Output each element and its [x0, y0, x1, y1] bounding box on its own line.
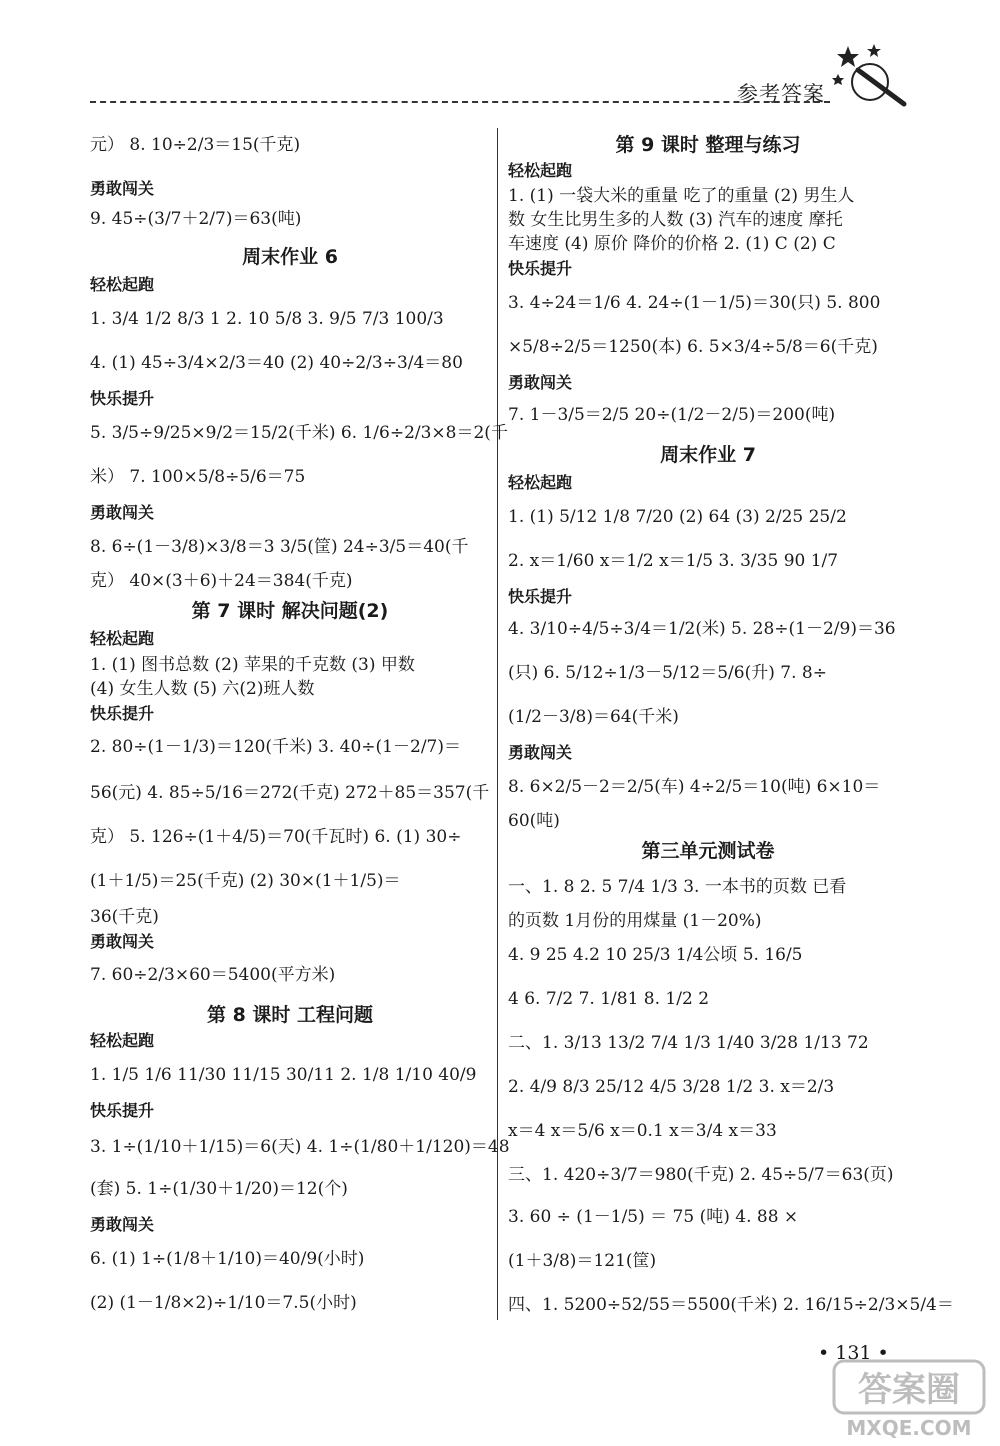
answer-line: 1. (1) 5/12 1/8 7/20 (2) 64 (3) 2/25 25/2 — [508, 507, 847, 527]
answer-line: 三、1. 420÷3/7＝980(千克) 2. 45÷5/7＝63(页) — [508, 1165, 894, 1185]
section-title: 周末作业 7 — [660, 444, 756, 466]
answer-line: 1. (1) 图书总数 (2) 苹果的千克数 (3) 甲数 — [90, 655, 415, 675]
answer-line: 4. 9 25 4.2 10 25/3 1/4公顷 5. 16/5 — [508, 945, 803, 965]
answer-line: (1＋3/8)＝121(筐) — [508, 1251, 657, 1271]
answer-line: 9. 45÷(3/7＋2/7)＝63(吨) — [90, 209, 302, 229]
answer-line: 米） 7. 100×5/8÷5/6＝75 — [90, 467, 306, 487]
answer-line: 数 女生比男生多的人数 (3) 汽车的速度 摩托 — [508, 210, 843, 230]
answer-line: 36(千克) — [90, 907, 159, 927]
answer-line: 60(吨) — [508, 811, 560, 831]
answer-line: 7. 60÷2/3×60＝5400(平方米) — [90, 965, 336, 985]
answer-line: 3. 4÷24＝1/6 4. 24÷(1－1/5)＝30(只) 5. 800 — [508, 293, 881, 313]
subsection-heading: 快乐提升 — [90, 704, 155, 723]
subsection-heading: 勇敢闯关 — [90, 932, 155, 951]
answer-line: 克） 5. 126÷(1＋4/5)＝70(千瓦时) 6. (1) 30÷ — [90, 827, 462, 847]
header-dashed-rule — [90, 101, 830, 103]
answer-line: 1. (1) 一袋大米的重量 吃了的重量 (2) 男生人 — [508, 186, 855, 206]
subsection-heading: 快乐提升 — [90, 1101, 155, 1120]
subsection-heading: 轻松起跑 — [508, 161, 573, 180]
section-title: 第 7 课时 解决问题(2) — [191, 600, 389, 622]
section-title: 第三单元测试卷 — [641, 840, 775, 862]
subsection-heading: 勇敢闯关 — [90, 1215, 155, 1234]
section-title: 第 9 课时 整理与练习 — [615, 134, 801, 156]
answer-line: 的页数 1月份的用煤量 (1－20%) — [508, 911, 762, 931]
page-header — [90, 40, 910, 110]
subsection-heading: 轻松起跑 — [90, 1031, 155, 1050]
answer-line: 6. (1) 1÷(1/8＋1/10)＝40/9(小时) — [90, 1249, 365, 1269]
answer-line: 4 6. 7/2 7. 1/81 8. 1/2 2 — [508, 989, 710, 1009]
answer-line: 克） 40×(3＋6)＋24＝384(千克) — [90, 571, 353, 591]
answer-line: 56(元) 4. 85÷5/16＝272(千克) 272＋85＝357(千 — [90, 783, 490, 803]
answer-line: 5. 3/5÷9/25×9/2＝15/2(千米) 6. 1/6÷2/3×8＝2(千 — [90, 423, 508, 443]
subsection-heading: 快乐提升 — [508, 259, 573, 278]
answer-line: ×5/8÷2/5＝1250(本) 6. 5×3/4÷5/8＝6(千克) — [508, 337, 878, 357]
answer-line: (2) (1－1/8×2)÷1/10＝7.5(小时) — [90, 1293, 357, 1313]
answer-line: 一、1. 8 2. 5 7/4 1/3 3. 一本书的页数 已看 — [508, 877, 847, 897]
answer-line: 8. 6÷(1－3/8)×3/8＝3 3/5(筐) 24÷3/5＝40(千 — [90, 537, 469, 557]
subsection-heading: 勇敢闯关 — [508, 743, 573, 762]
answer-line: (1/2－3/8)＝64(千米) — [508, 707, 679, 727]
subsection-heading: 快乐提升 — [508, 587, 573, 606]
magic-wand-icon — [830, 40, 910, 110]
answer-line: 二、1. 3/13 13/2 7/4 1/3 1/40 3/28 1/13 72 — [508, 1033, 869, 1053]
subsection-heading: 勇敢闯关 — [508, 373, 573, 392]
svg-text:答案圈: 答案圈 — [858, 1370, 960, 1410]
answer-line: (只) 6. 5/12÷1/3－5/12＝5/6(升) 7. 8÷ — [508, 663, 827, 683]
answer-line: 元） 8. 10÷2/3＝15(千克) — [90, 135, 301, 155]
answer-line: (1＋1/5)＝25(千克) (2) 30×(1＋1/5)＝ — [90, 871, 401, 891]
answer-line: 4. (1) 45÷3/4×2/3＝40 (2) 40÷2/3÷3/4＝80 — [90, 353, 463, 373]
answer-line: 8. 6×2/5－2＝2/5(车) 4÷2/5＝10(吨) 6×10＝ — [508, 777, 881, 797]
answer-line: 4. 3/10÷4/5÷3/4＝1/2(米) 5. 28÷(1－2/9)＝36 — [508, 619, 896, 639]
answer-line: 3. 60 ÷ (1－1/5) ＝ 75 (吨) 4. 88 × — [508, 1207, 799, 1227]
svg-text:MXQE.COM: MXQE.COM — [846, 1416, 972, 1440]
subsection-heading: 勇敢闯关 — [90, 179, 155, 198]
subsection-heading: 轻松起跑 — [508, 473, 573, 492]
answer-line: 3. 1÷(1/10＋1/15)＝6(天) 4. 1÷(1/80＋1/120)＝48 — [90, 1137, 510, 1157]
watermark-logo — [830, 1355, 990, 1440]
answer-line: 四、1. 5200÷52/55＝5500(千米) 2. 16/15÷2/3×5/4＝ — [508, 1295, 954, 1315]
subsection-heading: 勇敢闯关 — [90, 503, 155, 522]
answer-line: 2. x＝1/60 x＝1/2 x＝1/5 3. 3/35 90 1/7 — [508, 551, 839, 571]
section-title: 周末作业 6 — [242, 246, 338, 268]
subsection-heading: 快乐提升 — [90, 389, 155, 408]
page-number: • 131 • — [818, 1342, 889, 1364]
answer-line: 1. 1/5 1/6 11/30 11/15 30/11 2. 1/8 1/10 40/9 — [90, 1065, 477, 1085]
answer-line: x＝4 x＝5/6 x＝0.1 x＝3/4 x＝33 — [508, 1121, 777, 1141]
answer-line: 2. 80÷(1－1/3)＝120(千米) 3. 40÷(1－2/7)＝ — [90, 737, 461, 757]
answer-line: 1. 3/4 1/2 8/3 1 2. 10 5/8 3. 9/5 7/3 100/3 — [90, 309, 444, 329]
subsection-heading: 轻松起跑 — [90, 275, 155, 294]
answer-line: (4) 女生人数 (5) 六(2)班人数 — [90, 679, 315, 699]
answer-line: (套) 5. 1÷(1/30＋1/20)＝12(个) — [90, 1179, 348, 1199]
answer-line: 2. 4/9 8/3 25/12 4/5 3/28 1/2 3. x＝2/3 — [508, 1077, 835, 1097]
subsection-heading: 轻松起跑 — [90, 629, 155, 648]
answer-line: 7. 1－3/5＝2/5 20÷(1/2－2/5)＝200(吨) — [508, 405, 836, 425]
section-title: 第 8 课时 工程问题 — [206, 1004, 374, 1026]
answer-line: 车速度 (4) 原价 降价的价格 2. (1) C (2) C — [508, 234, 836, 254]
header-title: 参考答案 — [737, 82, 825, 106]
